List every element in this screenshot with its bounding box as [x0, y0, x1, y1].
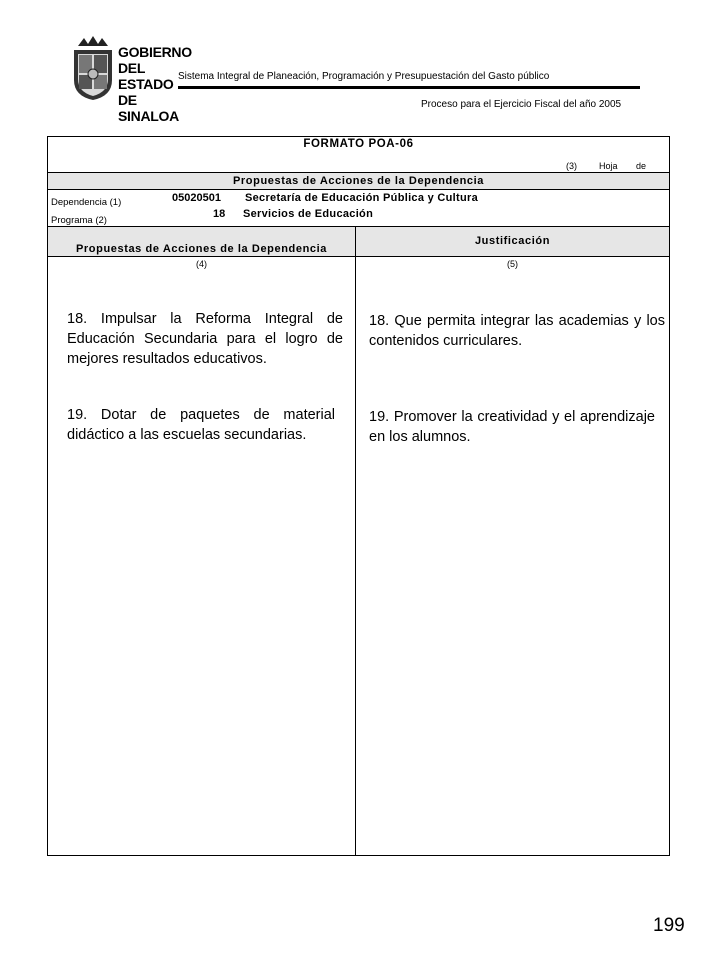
programa-code: 18: [213, 208, 226, 220]
sheet-number-label: (3): [566, 161, 577, 171]
programa-label: Programa (2): [51, 215, 107, 226]
col-justificacion-header: Justificación: [474, 235, 551, 247]
accion-18: 18. Impulsar la Reforma Integral de Educación Secundaria para el logro de mejores resultados educativos.: [67, 311, 343, 367]
divider: [48, 189, 669, 190]
coat-of-arms-icon: [70, 34, 116, 102]
programa-name: Servicios de Educación: [243, 208, 374, 220]
form-poa-06: [47, 136, 670, 856]
header-rule: [178, 86, 640, 89]
dependencia-label: Dependencia (1): [51, 197, 122, 208]
sheet-de-label: de: [636, 161, 647, 171]
accion-19: 19. Dotar de paquetes de material didáctico a las escuelas secundarias.: [67, 407, 335, 443]
col-acciones-header: Propuestas de Acciones de la Dependencia: [75, 243, 327, 255]
col-acciones-num: (4): [196, 259, 207, 269]
system-title: Sistema Integral de Planeación, Programación y Presupuestación del Gasto público: [178, 71, 550, 82]
justificacion-19: 19. Promover la creatividad y el aprendizaje en los alumnos.: [369, 409, 655, 445]
section-title: Propuestas de Acciones de la Dependencia: [232, 175, 484, 187]
section-title-band: [48, 173, 669, 189]
divider: [48, 256, 669, 257]
dependencia-code: 05020501: [172, 192, 221, 204]
state-logo: [68, 32, 192, 124]
form-title: FORMATO POA-06: [303, 138, 414, 150]
justificacion-18: 18. Que permita integrar las academias y los contenidos curriculares.: [369, 313, 665, 349]
logo-wordmark: GOBIERNO DEL ESTADO DE SINALOA: [118, 44, 192, 124]
page-number: 199: [653, 915, 685, 936]
dependencia-name: Secretaría de Educación Pública y Cultura: [245, 192, 478, 204]
column-divider: [355, 227, 356, 855]
sheet-hoja-label: Hoja: [599, 161, 618, 171]
col-justificacion-num: (5): [507, 259, 518, 269]
process-title: Proceso para el Ejercicio Fiscal del año 2005: [421, 99, 622, 110]
